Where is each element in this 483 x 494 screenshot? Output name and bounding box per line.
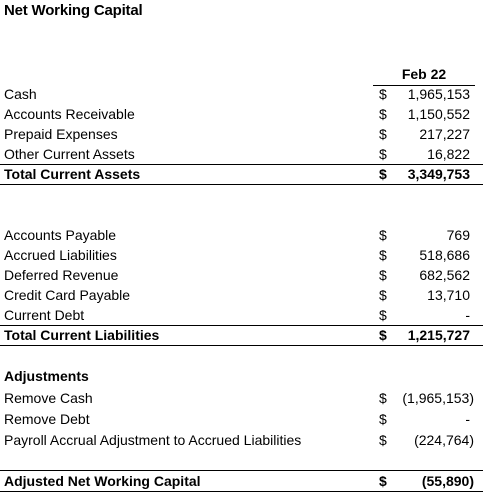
currency-symbol: $	[379, 327, 387, 343]
row-label: Payroll Accrual Adjustment to Accrued Liabilities	[4, 432, 302, 448]
row-label: Remove Cash	[4, 390, 93, 406]
currency-symbol: $	[379, 473, 387, 489]
total-value: (55,890)	[421, 473, 474, 489]
currency-symbol: $	[379, 411, 387, 427]
asset-row	[0, 84, 483, 104]
row-label: Accounts Payable	[4, 227, 117, 243]
liability-row	[0, 245, 483, 265]
row-value: (1,965,153)	[402, 390, 474, 406]
adjusted-nwc-row	[0, 470, 483, 492]
currency-symbol: $	[379, 146, 387, 162]
row-label: Prepaid Expenses	[4, 126, 118, 142]
total-current-assets-row	[0, 164, 483, 185]
liability-row	[0, 265, 483, 285]
row-label: Accounts Receivable	[4, 106, 135, 122]
currency-symbol: $	[379, 390, 387, 406]
currency-symbol: $	[379, 166, 387, 182]
liability-row	[0, 305, 483, 325]
row-label: Accrued Liabilities	[4, 247, 117, 263]
report-title: Net Working Capital	[4, 2, 143, 19]
currency-symbol: $	[379, 307, 387, 323]
row-value: 16,822	[427, 146, 470, 162]
total-label: Total Current Liabilities	[4, 327, 160, 343]
column-header-period: Feb 22	[373, 64, 475, 86]
currency-symbol: $	[379, 86, 387, 102]
currency-symbol: $	[379, 267, 387, 283]
adjustments-heading: Adjustments	[4, 368, 89, 384]
total-label: Adjusted Net Working Capital	[4, 473, 201, 489]
adjustment-row	[0, 409, 483, 429]
currency-symbol: $	[379, 227, 387, 243]
row-label: Other Current Assets	[4, 146, 135, 162]
liability-row	[0, 285, 483, 305]
currency-symbol: $	[379, 106, 387, 122]
row-label: Deferred Revenue	[4, 267, 119, 283]
row-value: 1,965,153	[407, 86, 470, 102]
row-label: Cash	[4, 86, 37, 102]
row-value: 518,686	[419, 247, 470, 263]
row-value: -	[465, 411, 470, 427]
row-value: 769	[446, 227, 470, 243]
row-value: -	[465, 307, 470, 323]
row-label: Remove Debt	[4, 411, 90, 427]
asset-row	[0, 124, 483, 144]
row-value: (224,764)	[414, 432, 474, 448]
row-value: 682,562	[419, 267, 470, 283]
adjustment-row	[0, 430, 483, 450]
row-value: 217,227	[419, 126, 470, 142]
row-value: 13,710	[427, 287, 470, 303]
currency-symbol: $	[379, 287, 387, 303]
currency-symbol: $	[379, 247, 387, 263]
row-label: Current Debt	[4, 307, 85, 323]
total-label: Total Current Assets	[4, 166, 141, 182]
currency-symbol: $	[379, 432, 387, 448]
row-label: Credit Card Payable	[4, 287, 131, 303]
row-value: 1,150,552	[407, 106, 470, 122]
total-value: 1,215,727	[407, 327, 470, 343]
liability-row	[0, 225, 483, 245]
asset-row	[0, 144, 483, 164]
currency-symbol: $	[379, 126, 387, 142]
asset-row	[0, 104, 483, 124]
total-current-liabilities-row	[0, 325, 483, 346]
total-value: 3,349,753	[407, 166, 470, 182]
adjustment-row	[0, 388, 483, 408]
